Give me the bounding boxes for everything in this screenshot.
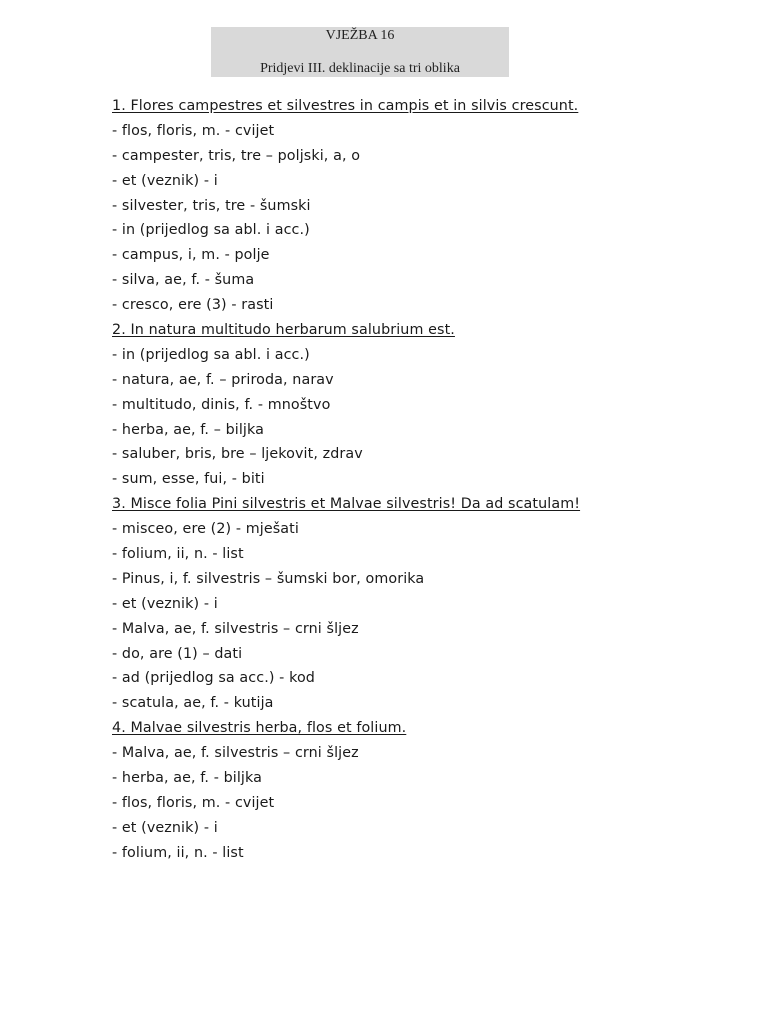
vocab-item: - in (prijedlog sa abl. i acc.) <box>112 222 310 239</box>
vocab-item: - folium, ii, n. - list <box>112 546 244 563</box>
vocab-item: - saluber, bris, bre – ljekovit, zdrav <box>112 446 363 463</box>
page-title: VJEŽBA 16 <box>325 28 395 43</box>
exercise-sentence: 2. In natura multitudo herbarum salubrium est. <box>112 322 455 339</box>
exercise-sentence: 1. Flores campestres et silvestres in campis et in silvis crescunt. <box>112 98 579 114</box>
vocab-item: - herba, ae, f. – biljka <box>112 421 264 438</box>
vocab-item: - Malva, ae, f. silvestris – crni šljez <box>112 620 359 637</box>
vocab-item: - Pinus, i, f. silvestris – šumski bor, omorika <box>112 570 425 587</box>
vocab-item: - et (veznik) - i <box>112 172 218 189</box>
vocab-item: - multitudo, dinis, f. - mnoštvo <box>112 396 331 413</box>
vocab-item: - silvester, tris, tre - šumski <box>112 197 311 214</box>
vocab-item: - folium, ii, n. - list <box>112 844 244 861</box>
page-subtitle: Pridjevi III. deklinacije sa tri oblika <box>260 61 460 76</box>
vocab-item: - do, are (1) – dati <box>112 645 243 662</box>
exercise-list <box>112 94 732 866</box>
vocab-item: - et (veznik) - i <box>112 595 218 612</box>
vocab-item: - misceo, ere (2) - mješati <box>112 521 299 538</box>
vocab-item: - et (veznik) - i <box>112 819 218 836</box>
vocab-item: - scatula, ae, f. - kutija <box>112 695 274 712</box>
exercise-sentence: 3. Misce folia Pini silvestris et Malvae silvestris! Da ad scatulam! <box>112 496 581 513</box>
vocab-item: - flos, floris, m. - cvijet <box>112 122 275 139</box>
vocab-item: - ad (prijedlog sa acc.) - kod <box>112 670 315 687</box>
vocab-item: - flos, floris, m. - cvijet <box>112 794 275 811</box>
vocab-item: - campester, tris, tre – poljski, a, o <box>112 147 361 164</box>
title-box <box>211 27 509 77</box>
vocab-item: - natura, ae, f. – priroda, narav <box>112 371 334 388</box>
vocab-item: - Malva, ae, f. silvestris – crni šljez <box>112 745 359 762</box>
vocab-item: - silva, ae, f. - šuma <box>112 272 255 289</box>
vocab-item: - campus, i, m. - polje <box>112 247 270 264</box>
vocab-item: - in (prijedlog sa abl. i acc.) <box>112 346 310 363</box>
vocab-item: - herba, ae, f. - biljka <box>112 770 262 787</box>
exercise-sentence: 4. Malvae silvestris herba, flos et folium. <box>112 720 407 737</box>
vocab-item: - cresco, ere (3) - rasti <box>112 297 274 314</box>
vocab-item: - sum, esse, fui, - biti <box>112 471 265 488</box>
